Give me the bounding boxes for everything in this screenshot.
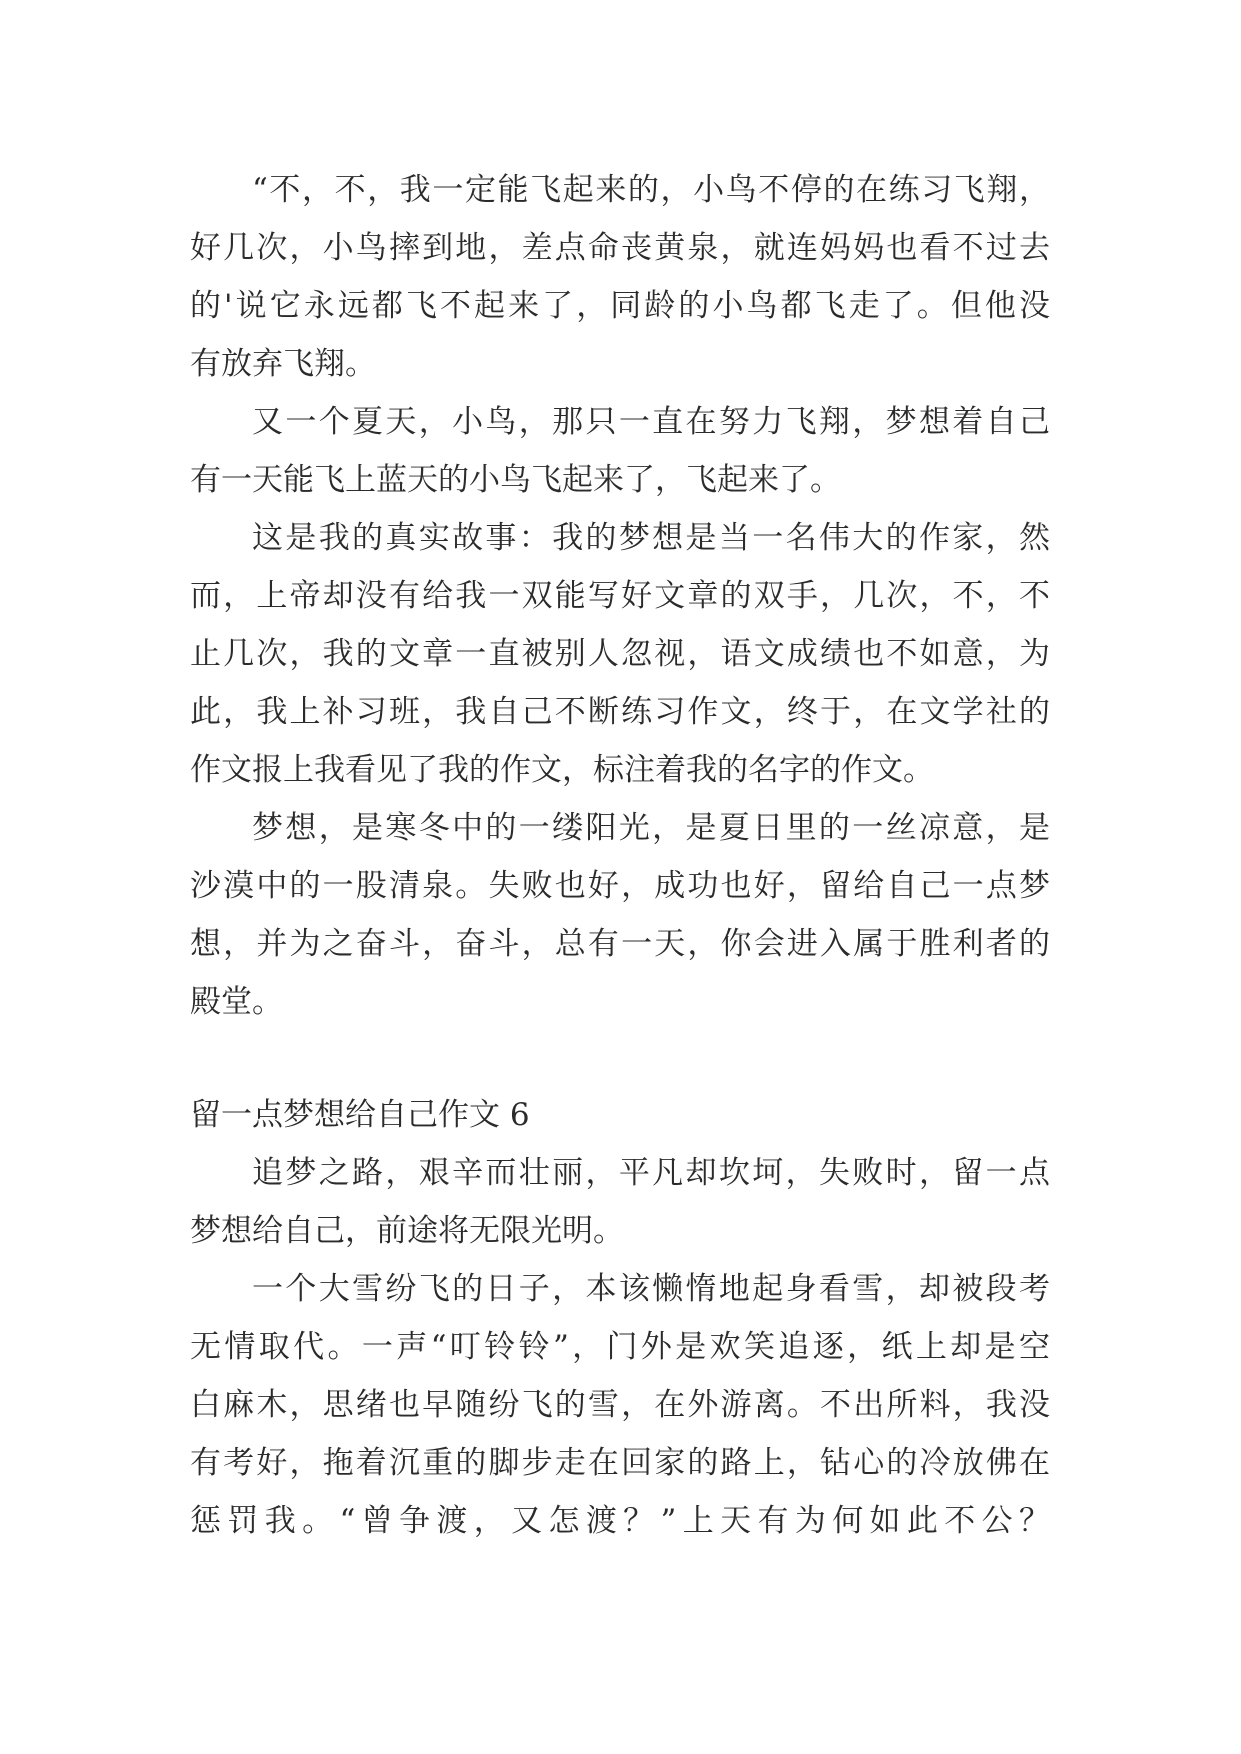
paragraph — [190, 161, 1050, 393]
paragraph-line: 想，并为之奋斗，奋斗，总有一天，你会进入属于胜利者的 — [190, 926, 1050, 962]
paragraph-line: 好几次，小鸟摔到地，差点命丧黄泉，就连妈妈也看不过去 — [190, 230, 1050, 266]
paragraph-line: “不，不，我一定能飞起来的，小鸟不停的在练习飞翔， — [252, 172, 1050, 208]
paragraph-line: 白麻木，思绪也早随纷飞的雪，在外游离。不出所料，我没 — [190, 1387, 1050, 1423]
paragraph — [190, 1144, 1050, 1260]
paragraph — [190, 1260, 1050, 1550]
paragraph-line: 无情取代。一声“叮铃铃”，门外是欢笑追逐，纸上却是空 — [190, 1329, 1050, 1365]
paragraph-line: 追梦之路，艰辛而壮丽，平凡却坎坷，失败时，留一点 — [252, 1155, 1050, 1191]
section-heading: 留一点梦想给自己作文 6 — [190, 1097, 530, 1133]
paragraph-line: 殿堂。 — [190, 984, 283, 1020]
paragraph-line: 梦想，是寒冬中的一缕阳光，是夏日里的一丝凉意，是 — [252, 810, 1050, 846]
paragraph-line: 此，我上补习班，我自己不断练习作文，终于，在文学社的 — [190, 694, 1050, 730]
paragraph-line: 的'说它永远都飞不起来了，同龄的小鸟都飞走了。但他没 — [190, 288, 1050, 324]
paragraph-line: 有考好，拖着沉重的脚步走在回家的路上，钻心的冷放佛在 — [190, 1445, 1050, 1481]
paragraph — [190, 799, 1050, 1031]
paragraph-line: 沙漠中的一股清泉。失败也好，成功也好，留给自己一点梦 — [190, 868, 1050, 904]
paragraph-line: 梦想给自己，前途将无限光明。 — [190, 1213, 624, 1249]
paragraph-line: 而，上帝却没有给我一双能写好文章的双手，几次，不，不 — [190, 578, 1050, 614]
document-body — [190, 161, 1050, 1550]
paragraph-line: 有一天能飞上蓝天的小鸟飞起来了，飞起来了。 — [190, 462, 841, 498]
paragraph-line: 作文报上我看见了我的作文，标注着我的名字的作文。 — [190, 752, 934, 788]
paragraph-line: 惩罚我。“曾争渡，又怎渡？”上天有为何如此不公？ — [190, 1503, 1050, 1539]
paragraph-line: 一个大雪纷飞的日子，本该懒惰地起身看雪，却被段考 — [252, 1271, 1050, 1307]
paragraph-line: 有放弃飞翔。 — [190, 346, 376, 382]
paragraph — [190, 393, 1050, 509]
paragraph-line: 止几次，我的文章一直被别人忽视，语文成绩也不如意，为 — [190, 636, 1050, 672]
paragraph-line: 又一个夏天，小鸟，那只一直在努力飞翔，梦想着自己 — [252, 404, 1050, 440]
paragraph — [190, 509, 1050, 799]
paragraph-line: 这是我的真实故事：我的梦想是当一名伟大的作家，然 — [252, 520, 1050, 556]
